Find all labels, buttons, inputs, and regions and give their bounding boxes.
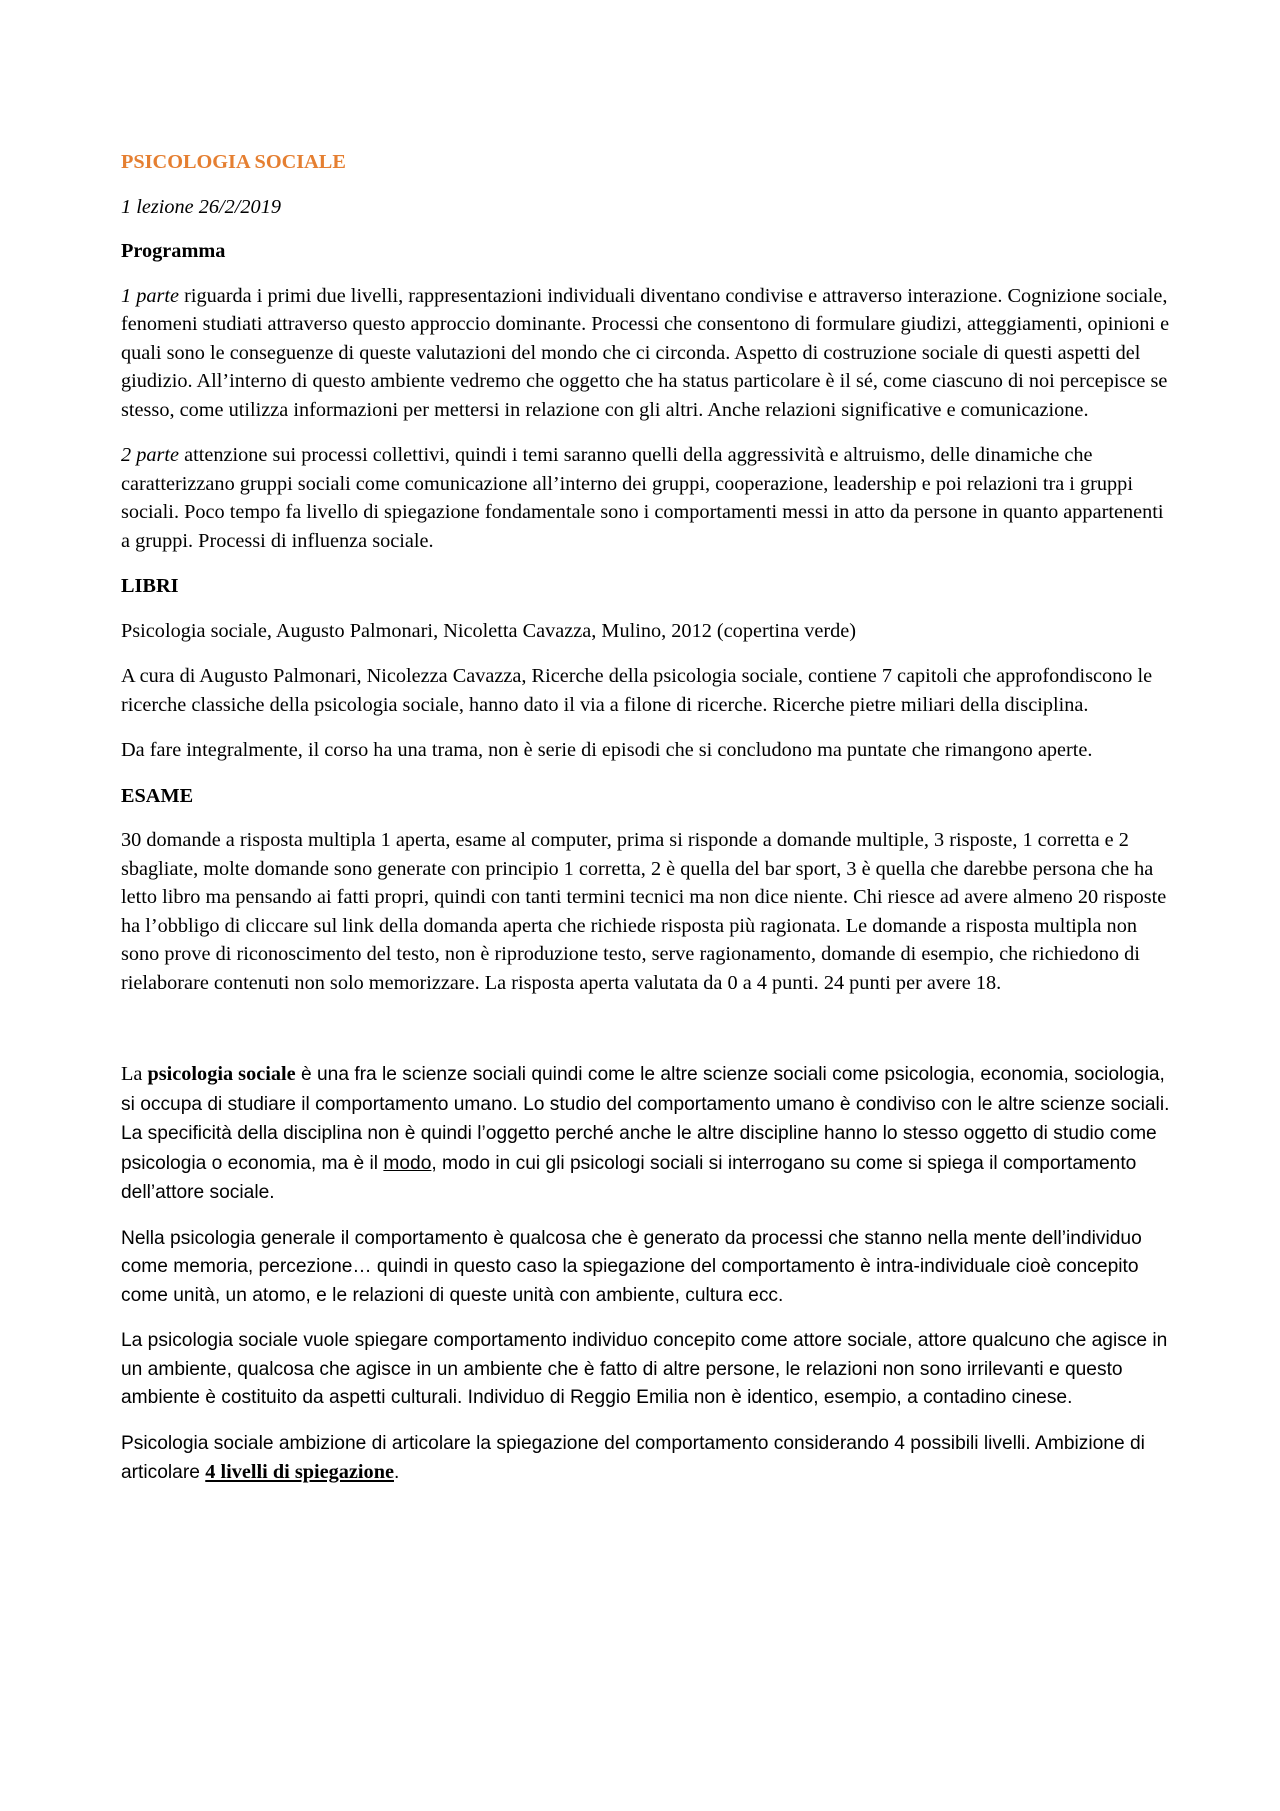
lesson-date: 1 lezione 26/2/2019 xyxy=(121,195,281,218)
libri-paragraph-3: Da fare integralmente, il corso ha una trama, non è serie di episodi che si concludono ma puntate che rimangono aperte. xyxy=(121,739,1093,761)
esame-heading: ESAME xyxy=(121,784,194,807)
intro-text-a: La xyxy=(121,1063,148,1085)
modo-term: modo xyxy=(383,1152,432,1174)
esame-paragraph: 30 domande a risposta multipla 1 aperta, esame al computer, prima si risponde a domande multiple, 3 risposte, 1 corretta e 2 sbagliate, molte domande sono generate con principio 1 corretta, 2 è quella del bar sport, 3 è quella che darebbe persona che ha letto libro ma pensando ai fatti propri, quindi con tanti termini tecnici ma non dice niente. Chi riesce ad avere almeno 20 risposte ha l’obbligo di cliccare sul link della domanda aperta che richiede risposta più ragionata. Le domande a risposta multipla non sono prove di riconoscimento del testo, non è riproduzione testo, serve ragionamento, domande di esempio, che richiedono di rielaborare contenuti non solo memorizzare. La risposta aperta valutata da 0 a 4 punti. 24 punti per avere 18. xyxy=(121,829,1167,994)
libri-paragraph-1: Psicologia sociale, Augusto Palmonari, Nicoletta Cavazza, Mulino, 2012 (copertina verde) xyxy=(121,619,856,642)
libri-paragraph-2: A cura di Augusto Palmonari, Nicolezza Cavazza, Ricerche della psicologia sociale, contiene 7 capitoli che approfondiscono le ricerche classiche della psicologia sociale, hanno dato il via a filone di ricerche. Ricerche pietre miliari della disciplina. xyxy=(121,665,1153,716)
document-page xyxy=(121,148,1171,1505)
intro-paragraph-1 xyxy=(121,1060,1171,1208)
intro-text-4a: Psicologia sociale ambizione di articolare la spiegazione del comportamento considerando 4 possibili livelli. Ambizione di articolare xyxy=(121,1432,1145,1483)
intro-paragraph-2: Nella psicologia generale il comportamento è qualcosa che è generato da processi che stanno nella mente dell’individuo come memoria, percezione… quindi in questo caso la spiegazione del comportamento è intra-individuale cioè concepito come unità, un atomo, e le relazioni di queste unità con ambiente, cultura ecc. xyxy=(121,1227,1142,1306)
intro-text-c: , modo in cui gli psicologi sociali si interrogano su come si spiega il comportamento dell’attore sociale. xyxy=(121,1152,1137,1203)
programma-paragraph-2 xyxy=(121,441,1171,555)
intro-text-b: è una fra le scienze sociali quindi come le altre scienze sociali come psicologia, economia, sociologia, si occupa di studiare il comportamento umano. Lo studio del comportamento umano è condiviso con le altre scienze sociali. La specificità della disciplina non è quindi l’oggetto perché anche le altre discipline hanno lo stesso oggetto di studio come psicologia o economia, ma è il xyxy=(121,1064,1170,1174)
document-title: PSICOLOGIA SOCIALE xyxy=(121,151,346,173)
programma-paragraph-1 xyxy=(121,282,1171,425)
part-1-text: riguarda i primi due livelli, rappresentazioni individuali diventano condivise e attraverso interazione. Cognizione sociale, fenomeni studiati attraverso questo approccio dominante. Processi che consentono di formulare giudizi, atteggiamenti, opinioni e quali sono le conseguenze di queste valutazioni del mondo che ci circonda. Aspetto di costruzione sociale di questi aspetti del giudizio. All’interno di questo ambiente vedremo che oggetto che ha status particolare è il sé, come ciascuno di noi percepisce se stesso, come utilizza informazioni per mettersi in relazione con gli altri. Anche relazioni significative e comunicazione. xyxy=(121,284,1170,421)
intro-paragraph-3: La psicologia sociale vuole spiegare comportamento individuo concepito come attore sociale, attore qualcuno che agisce in un ambiente, qualcosa che agisce in un ambiente che è fatto di altre persone, le relazioni non sono irrilevanti e questo ambiente è costituito da aspetti culturali. Individuo di Reggio Emilia non è identico, esempio, a contadino cinese. xyxy=(121,1330,1168,1408)
intro-paragraph-4 xyxy=(121,1430,1171,1488)
part-1-label: 1 parte xyxy=(121,284,180,307)
part-2-text: attenzione sui processi collettivi, quindi i temi saranno quelli della aggressività e altruismo, delle dinamiche che caratterizzano gruppi sociali come comunicazione all’interno dei gruppi, cooperazione, leadership e poi relazioni tra i gruppi sociali. Poco tempo fa livello di spiegazione fondamentale sono i comportamenti messi in atto da persone in quanto appartenenti a gruppi. Processi di influenza sociale. xyxy=(121,444,1164,552)
programma-heading: Programma xyxy=(121,240,226,262)
intro-text-4b: . xyxy=(393,1462,400,1483)
livelli-spiegazione-term: 4 livelli di spiegazione xyxy=(205,1461,394,1483)
part-2-label: 2 parte xyxy=(121,444,180,466)
psicologia-sociale-term: psicologia sociale xyxy=(147,1063,296,1085)
blank-space xyxy=(121,1014,1171,1060)
libri-heading: LIBRI xyxy=(121,575,179,597)
